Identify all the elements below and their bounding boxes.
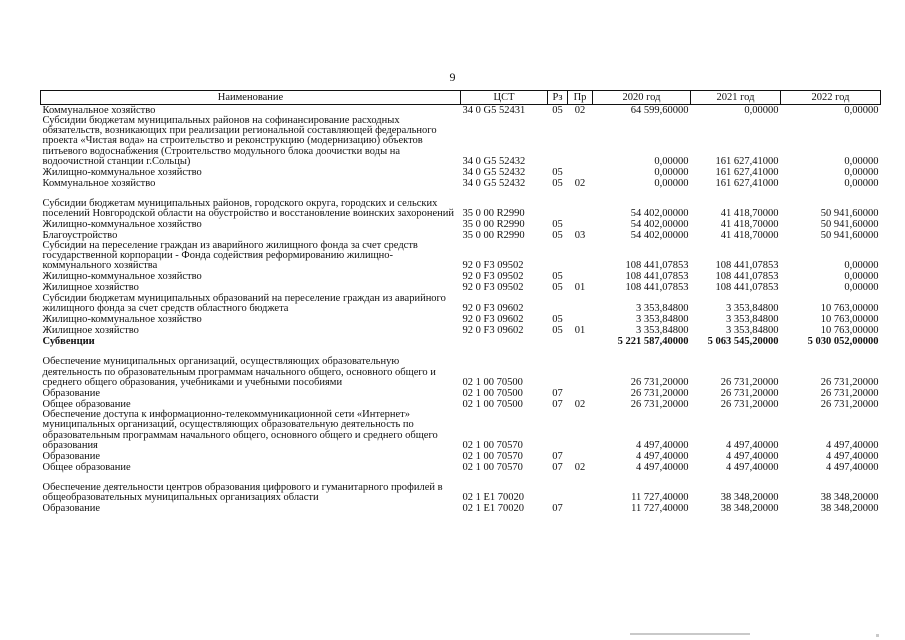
row-pr — [568, 219, 593, 230]
row-2021: 38 348,20000 — [720, 491, 779, 503]
row-2020: 0,00000 — [654, 177, 689, 189]
row-2020: 0,00000 — [654, 155, 689, 167]
row-2022: 26 731,20000 — [820, 376, 879, 388]
row-cst: 02 1 E1 70020 — [462, 491, 525, 503]
row-cst: 34 0 G5 52432 — [462, 177, 526, 189]
table-row — [41, 388, 881, 399]
row-2022: 10 763,00000 — [820, 313, 879, 325]
row-2021: 161 627,41000 — [715, 155, 779, 167]
row-2021: 3 353,84800 — [726, 313, 779, 325]
row-2022: 0,00000 — [844, 271, 879, 283]
budget-table — [40, 90, 881, 514]
row-rz: 07 — [552, 398, 563, 410]
row-2021: 3 353,84800 — [726, 302, 779, 314]
row-rz — [548, 336, 568, 347]
row-2022: 10 763,00000 — [820, 302, 879, 314]
row-pr: 03 — [574, 229, 586, 241]
row-2020: 26 731,20000 — [630, 376, 689, 388]
row-pr — [568, 272, 593, 283]
row-2021: 3 353,84800 — [726, 324, 779, 336]
row-2020: 11 727,40000 — [631, 502, 689, 514]
header-2021: 2021 год — [691, 91, 781, 105]
row-rz: 07 — [552, 502, 563, 514]
row-rz — [548, 189, 568, 219]
table-row — [41, 451, 881, 462]
row-cst: 92 0 F3 09602 — [462, 324, 524, 336]
row-name: Жилищно-коммунальное хозяйство — [42, 271, 202, 283]
row-pr — [568, 388, 593, 399]
row-rz: 05 — [552, 313, 563, 325]
table-row — [41, 272, 881, 283]
row-2022: 0,00000 — [844, 155, 879, 167]
table-row — [41, 347, 881, 388]
table-row — [41, 167, 881, 178]
row-cst: 92 0 F3 09602 — [462, 313, 524, 325]
table-header-row — [41, 91, 881, 105]
row-rz — [548, 473, 568, 503]
row-pr: 01 — [574, 282, 586, 294]
row-pr: 02 — [574, 104, 586, 116]
row-cst: 35 0 00 R2990 — [462, 207, 525, 219]
row-rz: 05 — [552, 271, 563, 283]
row-rz: 05 — [552, 166, 563, 178]
row-cst: 34 0 G5 52431 — [462, 104, 526, 116]
table-row — [41, 325, 881, 336]
row-2020: 3 353,84800 — [636, 324, 689, 336]
row-pr: 02 — [574, 461, 586, 473]
table-row — [41, 314, 881, 325]
row-2020: 5 221 587,40000 — [617, 335, 689, 347]
row-2021: 26 731,20000 — [720, 398, 779, 410]
page-number: 9 — [449, 70, 456, 84]
table-row — [41, 283, 881, 294]
row-2022: 4 497,40000 — [826, 450, 879, 462]
row-name: Коммунальное хозяйство — [42, 177, 156, 189]
row-cst: 92 0 F3 09502 — [462, 260, 524, 272]
row-name: Субсидии бюджетам муниципальных образований на переселение граждан из аварийного жилищного фонда за счет средств областного бюджета — [42, 292, 446, 314]
row-rz — [548, 347, 568, 388]
row-cst: 92 0 F3 09502 — [462, 282, 524, 294]
table-row — [41, 241, 881, 272]
row-2022: 50 941,60000 — [820, 218, 879, 230]
row-name: Субсидии бюджетам муниципальных районов, городского округа, городских и сельских поселений Новгородской области на обустройство и восстановление воинских захоронений — [42, 197, 455, 219]
row-cst: 34 0 G5 52432 — [462, 166, 526, 178]
header-name: Наименование — [41, 91, 461, 105]
row-rz: 05 — [552, 104, 563, 116]
row-2020: 54 402,00000 — [630, 229, 689, 241]
row-2022: 0,00000 — [844, 166, 879, 178]
table-row — [41, 462, 881, 473]
row-rz — [548, 294, 568, 314]
row-2020: 4 497,40000 — [636, 450, 689, 462]
row-rz: 05 — [552, 177, 563, 189]
header-2020: 2020 год — [593, 91, 691, 105]
row-2020: 26 731,20000 — [630, 387, 689, 399]
row-pr — [568, 451, 593, 462]
row-rz: 07 — [552, 461, 563, 473]
row-2021: 161 627,41000 — [715, 177, 779, 189]
row-name: Обеспечение доступа к информационно-телекоммуникационной сети «Интернет» муниципальных организаций, осуществляющих образовательную деятельность по образовательным программам начального общего, основного общего и среднего общего образования — [42, 409, 438, 451]
row-name: Жилищное хозяйство — [42, 324, 139, 336]
row-cst: 35 0 00 R2990 — [462, 218, 525, 230]
row-cst: 34 0 G5 52432 — [462, 155, 526, 167]
row-name: Субвенции — [42, 335, 95, 347]
row-2020: 108 441,07853 — [625, 260, 689, 272]
row-name: Общее образование — [42, 461, 131, 473]
row-cst — [461, 336, 548, 347]
table-row — [41, 219, 881, 230]
row-2022: 26 731,20000 — [820, 387, 879, 399]
row-2021: 0,00000 — [744, 104, 779, 116]
row-cst: 92 0 F3 09602 — [462, 302, 524, 314]
row-2022: 50 941,60000 — [820, 207, 879, 219]
row-2020: 108 441,07853 — [625, 282, 689, 294]
row-cst: 92 0 F3 09502 — [462, 271, 524, 283]
row-pr — [568, 167, 593, 178]
row-2022: 38 348,20000 — [820, 491, 879, 503]
row-2021: 108 441,07853 — [715, 282, 779, 294]
row-2021: 41 418,70000 — [720, 218, 779, 230]
header-2022: 2022 год — [781, 91, 881, 105]
row-name: Образование — [42, 450, 101, 462]
row-pr — [568, 116, 593, 167]
row-cst: 02 1 00 70500 — [462, 376, 523, 388]
header-rz: Рз — [548, 91, 568, 105]
row-name: Обеспечение деятельности центров образования цифрового и гуманитарного профилей в общеобразовательных муниципальных организациях области — [42, 481, 443, 503]
row-2021: 108 441,07853 — [715, 260, 779, 272]
row-2022: 10 763,00000 — [820, 324, 879, 336]
row-name: Жилищно-коммунальное хозяйство — [42, 218, 202, 230]
scan-mark — [630, 633, 750, 635]
row-2022: 0,00000 — [844, 282, 879, 294]
header-pr: Пр — [568, 91, 593, 105]
row-2022: 38 348,20000 — [820, 502, 879, 514]
row-pr — [568, 336, 593, 347]
row-rz — [548, 410, 568, 451]
row-name: Жилищно-коммунальное хозяйство — [42, 313, 202, 325]
row-name: Субсидии бюджетам муниципальных районов на софинансирование расходных обязательств, возникающих при реализации региональной составляющей федерального проекта «Чистая вода» на строительство и реконструкцию (модернизацию) объектов питьевого водоснабжения (Строительство модульного блока доочистки воды на водоочистной станции г.Сольцы) — [42, 115, 437, 167]
row-pr: 01 — [574, 324, 586, 336]
row-cst: 02 1 00 70570 — [462, 461, 523, 473]
row-2021: 26 731,20000 — [720, 387, 779, 399]
row-2020: 4 497,40000 — [636, 461, 689, 473]
row-2020: 64 599,60000 — [630, 104, 689, 116]
row-2020: 0,00000 — [654, 166, 689, 178]
row-name: Общее образование — [42, 398, 131, 410]
row-2022: 0,00000 — [844, 104, 879, 116]
row-pr — [568, 347, 593, 388]
row-pr — [568, 241, 593, 272]
row-2020: 26 731,20000 — [630, 398, 689, 410]
table-row — [41, 294, 881, 314]
row-2022: 0,00000 — [844, 260, 879, 272]
row-2021: 41 418,70000 — [720, 229, 779, 241]
row-pr — [568, 189, 593, 219]
row-name: Образование — [42, 387, 101, 399]
row-2021: 108 441,07853 — [715, 271, 779, 283]
row-2021: 41 418,70000 — [720, 207, 779, 219]
row-pr — [568, 314, 593, 325]
row-2022: 4 497,40000 — [826, 461, 879, 473]
row-name: Жилищно-коммунальное хозяйство — [42, 166, 202, 178]
row-2022: 26 731,20000 — [820, 398, 879, 410]
row-pr — [568, 503, 593, 514]
row-2020: 4 497,40000 — [636, 439, 689, 451]
table-row — [41, 473, 881, 503]
row-2020: 3 353,84800 — [636, 313, 689, 325]
row-name: Образование — [42, 502, 101, 514]
row-name: Обеспечение муниципальных организаций, осуществляющих образовательную деятельность по образовательным программам начального общего, основного общего и среднего общего образования, учебниками и учебными пособиями — [42, 356, 436, 388]
table-row — [41, 410, 881, 451]
table-body — [41, 105, 881, 515]
row-rz: 05 — [552, 218, 563, 230]
row-cst: 02 1 00 70570 — [462, 439, 523, 451]
table-row — [41, 116, 881, 167]
table-row — [41, 178, 881, 189]
scan-mark — [876, 634, 879, 637]
row-rz: 07 — [552, 450, 563, 462]
row-2020: 11 727,40000 — [631, 491, 689, 503]
row-pr: 02 — [574, 398, 586, 410]
row-pr — [568, 294, 593, 314]
row-name: Субсидии на переселение граждан из аварийного жилищного фонда за счет средств государственной корпорации - Фонда содействия реформированию жилищно-коммунального хозяйства — [42, 240, 418, 272]
row-name: Жилищное хозяйство — [42, 282, 139, 294]
row-2022: 4 497,40000 — [826, 439, 879, 451]
row-2022: 0,00000 — [844, 177, 879, 189]
row-2021: 161 627,41000 — [715, 166, 779, 178]
row-2020: 3 353,84800 — [636, 302, 689, 314]
row-cst: 35 0 00 R2990 — [462, 229, 525, 241]
table-row — [41, 189, 881, 219]
row-2021: 26 731,20000 — [720, 376, 779, 388]
header-cst: ЦСТ — [461, 91, 548, 105]
row-2020: 54 402,00000 — [630, 207, 689, 219]
row-name: Благоустройство — [42, 229, 118, 241]
row-2021: 5 063 545,20000 — [707, 335, 779, 347]
table-row — [41, 503, 881, 514]
row-2021: 4 497,40000 — [726, 439, 779, 451]
row-pr: 02 — [574, 177, 586, 189]
row-cst: 02 1 E1 70020 — [462, 502, 525, 514]
row-rz: 05 — [552, 324, 563, 336]
row-pr — [568, 410, 593, 451]
row-rz — [548, 116, 568, 167]
row-pr — [568, 473, 593, 503]
row-2021: 4 497,40000 — [726, 461, 779, 473]
row-2022: 50 941,60000 — [820, 229, 879, 241]
row-rz: 05 — [552, 229, 563, 241]
row-rz — [548, 241, 568, 272]
row-name: Коммунальное хозяйство — [42, 104, 156, 116]
row-2021: 38 348,20000 — [720, 502, 779, 514]
row-2020: 54 402,00000 — [630, 218, 689, 230]
row-2022: 5 030 052,00000 — [807, 335, 879, 347]
row-cst: 02 1 00 70500 — [462, 398, 523, 410]
row-rz: 05 — [552, 282, 563, 294]
row-2021: 4 497,40000 — [726, 450, 779, 462]
row-2020: 108 441,07853 — [625, 271, 689, 283]
table-row — [41, 336, 881, 347]
row-rz: 07 — [552, 387, 563, 399]
row-cst: 02 1 00 70500 — [462, 387, 523, 399]
row-cst: 02 1 00 70570 — [462, 450, 523, 462]
